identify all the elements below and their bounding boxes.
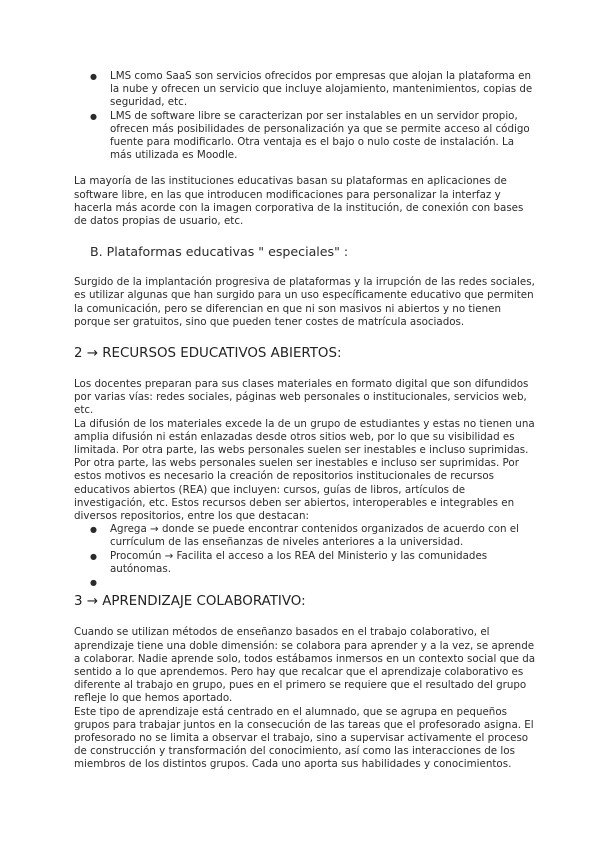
paragraph-aprendizaje-alumnado: Este tipo de aprendizaje está centrado en el alumnado, que se agrupa en pequeños grupos para trabajar juntos en la consecución de las tareas que el profesorado asigna. El profesorado no se limita a observar el trabajo, sino a supervisar activamente el proceso de construcción y transformación del conocimiento, así como las interacciones de los miembros de los distintos grupos. Cada uno aporta sus habilidades y conocimientos.: [74, 705, 534, 771]
lms-types-list: [74, 70, 536, 162]
list-item: ● Agrega → donde se puede encontrar contenidos organizados de acuerdo con el currículum de las enseñanzas de niveles anteriores a la universidad.: [110, 523, 536, 549]
list-item: ● LMS como SaaS son servicios ofrecidos por empresas que alojan la plataforma en la nube y ofrecen un servicio que incluye alojamiento, mantenimientos, copias de seguridad, etc.: [110, 70, 536, 110]
document-body: [74, 70, 536, 772]
list-item: ● Procomún → Facilita el acceso a los REA del Ministerio y las comunidades autónomas.: [110, 550, 536, 576]
section-heading-aprendizaje: 3 → APRENDIZAJE COLABORATIVO:: [74, 594, 306, 610]
list-item: ● LMS de software libre se caracterizan por ser instalables en un servidor propio, ofrecen más posibilidades de personalización ya que se permite acceso al código fuente para modificarlo. Otra ventaja es el bajo o nulo coste de instalación. La más utilizada es Moodle.: [110, 110, 536, 163]
paragraph-plataformas-especiales: Surgido de la implantación progresiva de plataformas y la irrupción de las redes sociales, es utilizar algunas que han surgido para un uso específicamente educativo que permiten la comunicación, pero se diferencian en que ni son masivos ni abiertos y no tienen porque ser gratuitos, sino que pueden tener costes de matrícula asociados.: [74, 276, 535, 328]
list-item-empty: [110, 576, 536, 589]
repositories-list: [74, 523, 536, 589]
section-heading-recursos: 2 → RECURSOS EDUCATIVOS ABIERTOS:: [74, 346, 342, 362]
paragraph-recursos-difusion: La difusión de los materiales excede la de un grupo de estudiantes y estas no tienen una amplia difusión ni están enlazadas desde otros sitios web, por lo que su visibilidad es limitada. Por otra parte, las webs personales suelen ser inestables e incluso suprimidas. Por otra parte, las webs personales suelen ser inestables e incluso ser suprimidas. Por estos motivos es necesario la creación de repositorios institucionales de recursos educativos abiertos (REA) que incluyen: cursos, guías de libros, artículos de investigación, etc. Estos recursos deben ser abiertos, interoperables e integrables en diversos repositorios, entre los que destacan:: [74, 417, 535, 523]
subheading-plataformas-especiales: B. Plataformas educativas " especiales" :: [90, 244, 349, 260]
paragraph-recursos-intro: Los docentes preparan para sus clases materiales en formato digital que son difundidos por varias vías: redes sociales, páginas web personales o institucionales, servicios web, etc.: [74, 378, 529, 417]
paragraph-aprendizaje-dimension: Cuando se utilizan métodos de enseñanzo basados en el trabajo colaborativo, el aprendizaje tiene una doble dimensión: se colabora para aprender y a la vez, se aprende a colaborar. Nadie aprende solo, todos estábamos inmersos en un contexto social que da sentido a lo que aprendemos. Pero hay que recalcar que el aprendizaje colaborativo es diferente al trabajo en grupo, pues en el primero se requiere que el resultado del grupo refleje lo que hemos aportado.: [74, 626, 536, 705]
paragraph-software-libre: La mayoría de las instituciones educativas basan su plataformas en aplicaciones de software libre, en las que introducen modificaciones para personalizar la interfaz y hacerla más acorde con la imagen corporativa de la institución, de conexión con bases de datos propias de usuario, etc.: [74, 175, 524, 228]
